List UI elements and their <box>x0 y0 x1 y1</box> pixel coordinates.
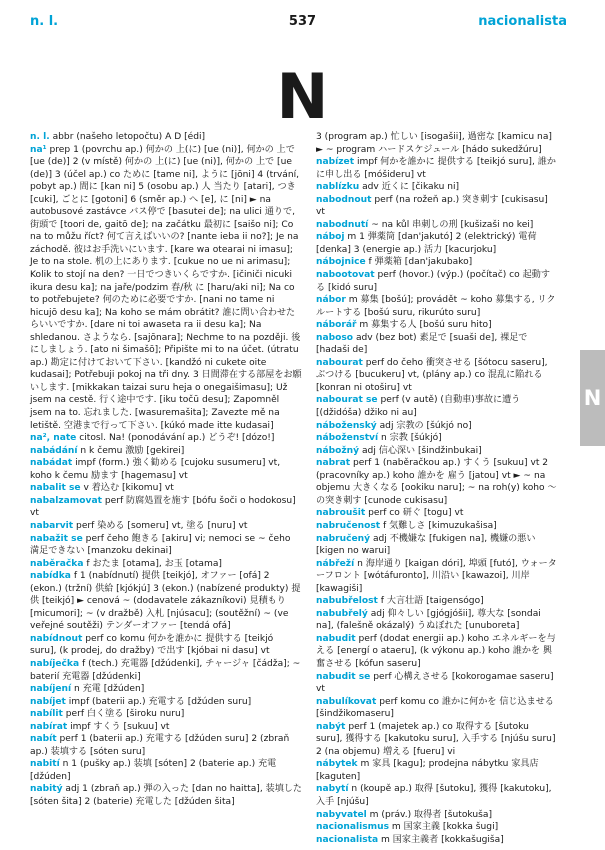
entry-definition: impf (baterii ap.) 充電する [džúden suru] <box>68 696 252 707</box>
entry-headword: n. l. <box>30 132 50 142</box>
dictionary-entry <box>316 256 558 269</box>
entry-definition: adj 不機嫌な [fukigen na], 機嫌の悪い [kigen no warui] <box>316 533 536 557</box>
running-head-first: n. l. <box>30 14 59 29</box>
entry-definition: n k čemu 激励 [gekirei] <box>80 445 185 456</box>
entry-headword: náboj <box>316 232 345 243</box>
entry-headword: nabití <box>30 759 60 770</box>
entry-definition: adj 1 (zbraň ap.) 弾の入った [dan no haitta], 装填した [sóten šita] 2 (baterie) 充電した [džúden šita] <box>30 784 302 807</box>
entry-definition: m 1 弾薬筒 [dan'jakutó] 2 (elektrický) 電荷 [denka] 3 (energie ap.) 活力 [kacurjoku] <box>316 232 537 255</box>
entry-definition: perf 心構えさせる [kokorogamae saseru] vt <box>316 671 554 695</box>
entry-definition: perf 防腐処置を施す [bófu šoči o hodokosu] vt <box>30 495 296 519</box>
entry-headword: nabíjení <box>30 684 72 695</box>
left-column <box>30 131 302 809</box>
entry-definition: perf 1 (majetek ap.) co 取得する [šutoku suru], 獲得する [kakutoku suru], 入手する [njúšu suru] 2 (na objemu) 増える [fueru] vi <box>316 721 556 757</box>
entry-definition: n 宗教 [šúkjó] <box>381 433 442 444</box>
entry-headword: nábřeží <box>316 558 355 569</box>
entry-headword: na¹ <box>30 144 47 155</box>
dictionary-entry <box>30 131 302 144</box>
entry-headword: nábožný <box>316 445 360 456</box>
dictionary-entry <box>316 357 558 395</box>
entry-definition: f 弾薬箱 [dan'jakubako] <box>368 257 473 268</box>
entry-headword: nabyvatel <box>316 809 367 820</box>
thumb-index-tab: N <box>580 350 605 446</box>
dictionary-entry <box>316 809 558 822</box>
dictionary-entry <box>316 696 558 721</box>
dictionary-entry <box>316 294 558 319</box>
entry-headword: nacionalista <box>316 834 379 845</box>
entry-headword: nabíječka <box>30 658 80 669</box>
entry-headword: nabudit se <box>316 671 371 682</box>
dictionary-entry <box>316 533 558 558</box>
entry-headword: nabídnout <box>30 633 83 644</box>
dictionary-entry <box>316 181 558 194</box>
entry-headword: nacionalismus <box>316 822 389 833</box>
dictionary-entry <box>30 658 302 683</box>
entry-headword: nabalzamovat <box>30 495 102 506</box>
dictionary-entry <box>30 520 302 533</box>
entry-definition: v 着込む [kikomu] vt <box>83 483 174 494</box>
entry-definition: m 国家主義者 [kokkašugiša] <box>381 834 504 845</box>
dictionary-entry <box>30 144 302 433</box>
entry-headword: nabarvit <box>30 520 74 531</box>
entry-headword: nabručenost <box>316 520 381 531</box>
entry-definition: 3 (program ap.) 忙しい [isogašii], 過密な [kamicu na] ► ~ program ハードスケジュール [hádo sukedžúru] <box>316 132 552 155</box>
entry-definition: perf (dodat energii ap.) koho エネルギーを与える [energí o ataeru], (k výkonu ap.) koho 誰かを 興奮させる [kófun saseru] <box>316 633 556 669</box>
entry-definition: perf komu co 誰かに何かを 信じ込ませる [šindžikomaseru] <box>316 696 554 720</box>
entry-headword: nabízet <box>316 157 355 168</box>
entry-headword: nabádání <box>30 445 78 456</box>
entry-headword: nabubřelost <box>316 596 378 607</box>
entry-headword: nabulíkovat <box>316 696 377 707</box>
entry-headword: nabídka <box>30 571 71 582</box>
entry-definition: impf すくう [sukuu] vt <box>70 721 170 732</box>
entry-definition: ~ na kůl 串刺しの刑 [kušizaši no kei] <box>371 219 534 230</box>
dictionary-entry <box>316 219 558 232</box>
dictionary-entry <box>316 156 558 181</box>
dictionary-entry <box>316 633 558 671</box>
entry-headword: nabourat <box>316 357 363 368</box>
entry-definition: adj 信心深い [šindžinbukai] <box>361 445 482 456</box>
dictionary-entry <box>30 457 302 482</box>
entry-headword: nabourat se <box>316 395 378 406</box>
entry-definition: n 海岸通り [kaigan dóri], 埠頭 [futó], ウォーターフロント [wótáfuronto], 川沿い [kawazoi], 川岸 [kawagiši] <box>316 558 557 594</box>
entry-headword: nabubřelý <box>316 608 368 619</box>
entry-headword: nabádat <box>30 458 73 469</box>
dictionary-entry <box>316 131 558 156</box>
entry-headword: nabíjet <box>30 696 66 707</box>
entry-definition: f 1 (nabídnutí) 提供 [teikjó], オファー [ofá] 2 (ekon.) (tržní) 供給 [kjókjú] 3 (ekon.) (nabízené produkty) 提供 [teikjó] ► cenová ~ (dodavatele zákazníkovi) 見積もり [micumori]; ~ (v dražbě) 入札 [njúsacu]; (soutěžní) ~ (ve veřejné soutěži) テンダーオファー [tendá ofá] <box>30 571 301 632</box>
dictionary-entry <box>316 432 558 445</box>
entry-definition: adj 仰々しい [gjógjóšii], 尊大な [sondai na], (falešně okázalý) うぬぼれた [unuboreta] <box>316 608 541 632</box>
entry-definition: m 国家主義 [kokka šugi] <box>391 822 499 833</box>
dictionary-entry <box>30 495 302 520</box>
entry-definition: perf (na rožeň ap.) 突き刺す [cukisasu] vt <box>316 194 548 218</box>
dictionary-entry <box>316 558 558 596</box>
dictionary-entry <box>316 595 558 608</box>
dictionary-entry <box>316 269 558 294</box>
entry-definition: f 大言壮語 [taigensógo] <box>380 596 484 607</box>
entry-headword: na², nate <box>30 433 77 444</box>
dictionary-entry <box>30 482 302 495</box>
running-head-last: nacionalista <box>478 14 567 29</box>
entry-definition: perf 1 (naběračkou ap.) すくう [sukuu] vt 2 (pracovníky ap.) koho 誰かを 雇う [jatou] vt ► ~ na objemu 大きくなる [ookiku naru]; ~ na roh(y) koho 〜の突き刺す [cunode cukisasu] <box>316 458 557 506</box>
dictionary-entry <box>30 696 302 709</box>
entry-definition: n 1 (pušky ap.) 装填 [sóten] 2 (baterie ap.) 充電 [džúden] <box>30 759 277 782</box>
entry-definition: f 気難しさ [kimuzukašisa] <box>383 520 497 531</box>
entry-headword: nabodnout <box>316 194 372 205</box>
dictionary-entry <box>30 733 302 758</box>
entry-headword: nabílit <box>30 709 63 720</box>
page-number: 537 <box>288 14 317 29</box>
entry-headword: nabírat <box>30 721 68 732</box>
entry-definition: adj 宗教の [šúkjó no] <box>379 420 472 431</box>
entry-definition: citosl. Na! (ponodávání ap.) どうぞ! [dózo!] <box>79 433 275 444</box>
entry-headword: nabažit se <box>30 533 83 544</box>
entry-headword: nábytek <box>316 759 358 770</box>
entry-headword: nablízku <box>316 182 360 193</box>
entry-headword: nabít <box>30 734 57 745</box>
dictionary-entry <box>30 708 302 721</box>
entry-headword: naboso <box>316 332 354 343</box>
entry-headword: nabitý <box>30 784 63 795</box>
dictionary-entry <box>316 194 558 219</box>
entry-definition: f (tech.) 充電器 [džúdenki], チャージャ [čádža]; ~ baterií 充電器 [džúdenki] <box>30 658 301 682</box>
entry-definition: m (práv.) 取得者 [šutokuša] <box>369 809 492 820</box>
entry-headword: náboženský <box>316 420 377 431</box>
dictionary-entry <box>30 758 302 783</box>
entry-headword: náborář <box>316 320 357 331</box>
entry-headword: nábor <box>316 295 346 306</box>
entry-definition: prep 1 (povrchu ap.) 何かの 上(に) [ue (ni)], 何かの 上で [ue (de)] 2 (v místě) 何かの 上(に) [ue (ni)], 何かの 上で [ue (de)] 3 (účel ap.) co ために [tame ni], ように [jōni] 4 (trvání, pobyt ap.) 間に [kan ni] 5 (osobu ap.) 人 当たり [atari], つき [cuki], ごとに [gotoni] 6 (směr ap.) へ [e], に [ni] ► na autobusové zastávce バス停で [basutei de]; na ulici 通りで, 街頭で [toori de, gaitō de]; na začátku 最初に [saišo ni]; Co na to můžu říct? 何て言えばいいの? [nante ieba ii no?]; Je na záchodě. 彼はお手洗いにいます. [kare wa otearai ni imasu]; Je to na stole. 机の上にあります. [cukue no ue ni arimasu]; Kolik to stojí na den? 一日でつきいくらですか. [ičiniči nicuki ikura desu ka]; na jaře/podzim 春/秋 に [haru/aki ni]; Na co to potřebujete? 何のために必要ですか. [nani no tame ni hicujō desu ka]; Na koho se mám obrátit? 誰に問い合わせたらいいですか. [dare ni toi awaseta ra ii desu ka]; Na shledanou. さようなら. [sajōnara]; Nechme to na později. 後にしましょう. [ato ni šimašō]; Připište mi to na účet. (útratu ap.) 勘定に付けておいて下さい. [kandžó ni cukete oite kudasai]; Potřebuji pokoj na tři dny. 3 日間滞在する部屋をお願いします. [mikkakan taizai suru heja o onegaišimasu]; Už jsem na cestě. 行く途中です. [iku točū desu]; Zapomněl jsem na to. 忘れました. [wasuremašita]; Zavezte mě na letiště. 空港まで行って下さい. [kúkó made itte kudasai] <box>30 144 302 431</box>
dictionary-entry <box>30 633 302 658</box>
dictionary-entry <box>316 420 558 433</box>
entry-headword: nábojnice <box>316 257 366 268</box>
dictionary-entry <box>30 570 302 633</box>
page-header <box>0 14 605 34</box>
entry-definition: n (koupě ap.) 取得 [šutoku], 獲得 [kakutoku], 入手 [njúšu] <box>316 784 552 807</box>
dictionary-entry <box>30 683 302 696</box>
dictionary-entry <box>30 432 302 445</box>
dictionary-entry <box>316 721 558 759</box>
right-column <box>316 131 558 846</box>
dictionary-entry <box>316 608 558 633</box>
entry-headword: nabýt <box>316 721 346 732</box>
entry-definition: impf (form.) 強く勧める [cujoku susumeru] vt, koho k čemu 励ます [hagemasu] vt <box>30 458 281 481</box>
dictionary-entry <box>30 783 302 808</box>
entry-definition: m 募集 [bošú]; provádět ~ koho 募集する, リクルートする [bošú suru, rikurúto suru] <box>316 295 556 318</box>
entry-definition: abbr (našeho letopočtu) A D [édi] <box>52 132 206 142</box>
dictionary-entry <box>316 821 558 834</box>
dictionary-entry <box>316 783 558 808</box>
entry-headword: nabroušit <box>316 508 366 519</box>
dictionary-entry <box>316 507 558 520</box>
entry-definition: perf 染める [someru] vt, 塗る [nuru] vt <box>76 520 248 531</box>
entry-headword: nabodnutí <box>316 219 369 230</box>
dictionary-entry <box>316 834 558 847</box>
dictionary-entry <box>316 520 558 533</box>
dictionary-entry <box>30 721 302 734</box>
entry-definition: perf co komu 何かを誰かに 提供する [teikjó suru], (k prodej, do dražby) で出す [kjóbai ni dasu] vt <box>30 633 274 657</box>
dictionary-entry <box>316 457 558 507</box>
entry-definition: perf (hovor.) (výp.) (počítač) co 起動する [kidó suru] <box>316 270 550 293</box>
entry-definition: m 家具 [kagu]; prodejna nábytku 家具店 [kaguten] <box>316 759 539 782</box>
dictionary-entry <box>316 231 558 256</box>
entry-headword: nabručený <box>316 533 371 544</box>
dictionary-entry <box>316 445 558 458</box>
entry-definition: f おたま [otama], お玉 [otama] <box>86 558 222 569</box>
entry-headword: nabalit se <box>30 483 81 494</box>
entry-definition: perf do čeho 衝突させる [šótocu saseru], ぶつける [bucukeru] vt, (plány ap.) co 混乱に陥れる [konran ni otoširu] vt <box>316 357 548 393</box>
dictionary-entry <box>30 445 302 458</box>
dictionary-entry <box>316 319 558 332</box>
entry-headword: naběračka <box>30 558 84 569</box>
dictionary-entry <box>316 671 558 696</box>
entry-definition: n 充電 [džúden] <box>74 684 145 695</box>
dictionary-entry <box>30 533 302 558</box>
dictionary-entry <box>316 394 558 419</box>
entry-definition: adv (bez bot) 素足で [suaši de], 裸足で [hadaši de] <box>316 332 528 356</box>
entry-definition: perf (v autě) (自動車)事故に遭う [(džidóša) džiko ni au] <box>316 395 521 419</box>
dictionary-entry <box>30 558 302 571</box>
entry-definition: perf co 研ぐ [togu] vt <box>368 508 464 519</box>
entry-definition: perf čeho 飽きる [akiru] vi; nemoci se ~ čeho 満足できない [manzoku dekinai] <box>30 533 291 557</box>
section-letter: N <box>276 60 329 133</box>
entry-definition: perf 白く塗る [široku nuru] <box>65 709 185 720</box>
entry-headword: nabootovat <box>316 270 375 281</box>
entry-headword: nabrat <box>316 458 351 469</box>
dictionary-entry <box>316 332 558 357</box>
dictionary-entry <box>316 758 558 783</box>
entry-definition: impf 何かを誰かに 提供する [teikjó suru], 誰かに申し出る [móšideru] vt <box>316 157 556 180</box>
entry-headword: nabudit <box>316 633 356 644</box>
entry-definition: adv 近くに [čikaku ni] <box>362 182 460 193</box>
entry-headword: nabytí <box>316 784 349 795</box>
entry-headword: náboženství <box>316 433 379 444</box>
entry-definition: perf 1 (baterii ap.) 充電する [džúden suru] 2 (zbraň ap.) 装填する [sóten suru] <box>30 734 290 757</box>
entry-definition: m 募集する人 [bošú suru hito] <box>359 320 492 331</box>
